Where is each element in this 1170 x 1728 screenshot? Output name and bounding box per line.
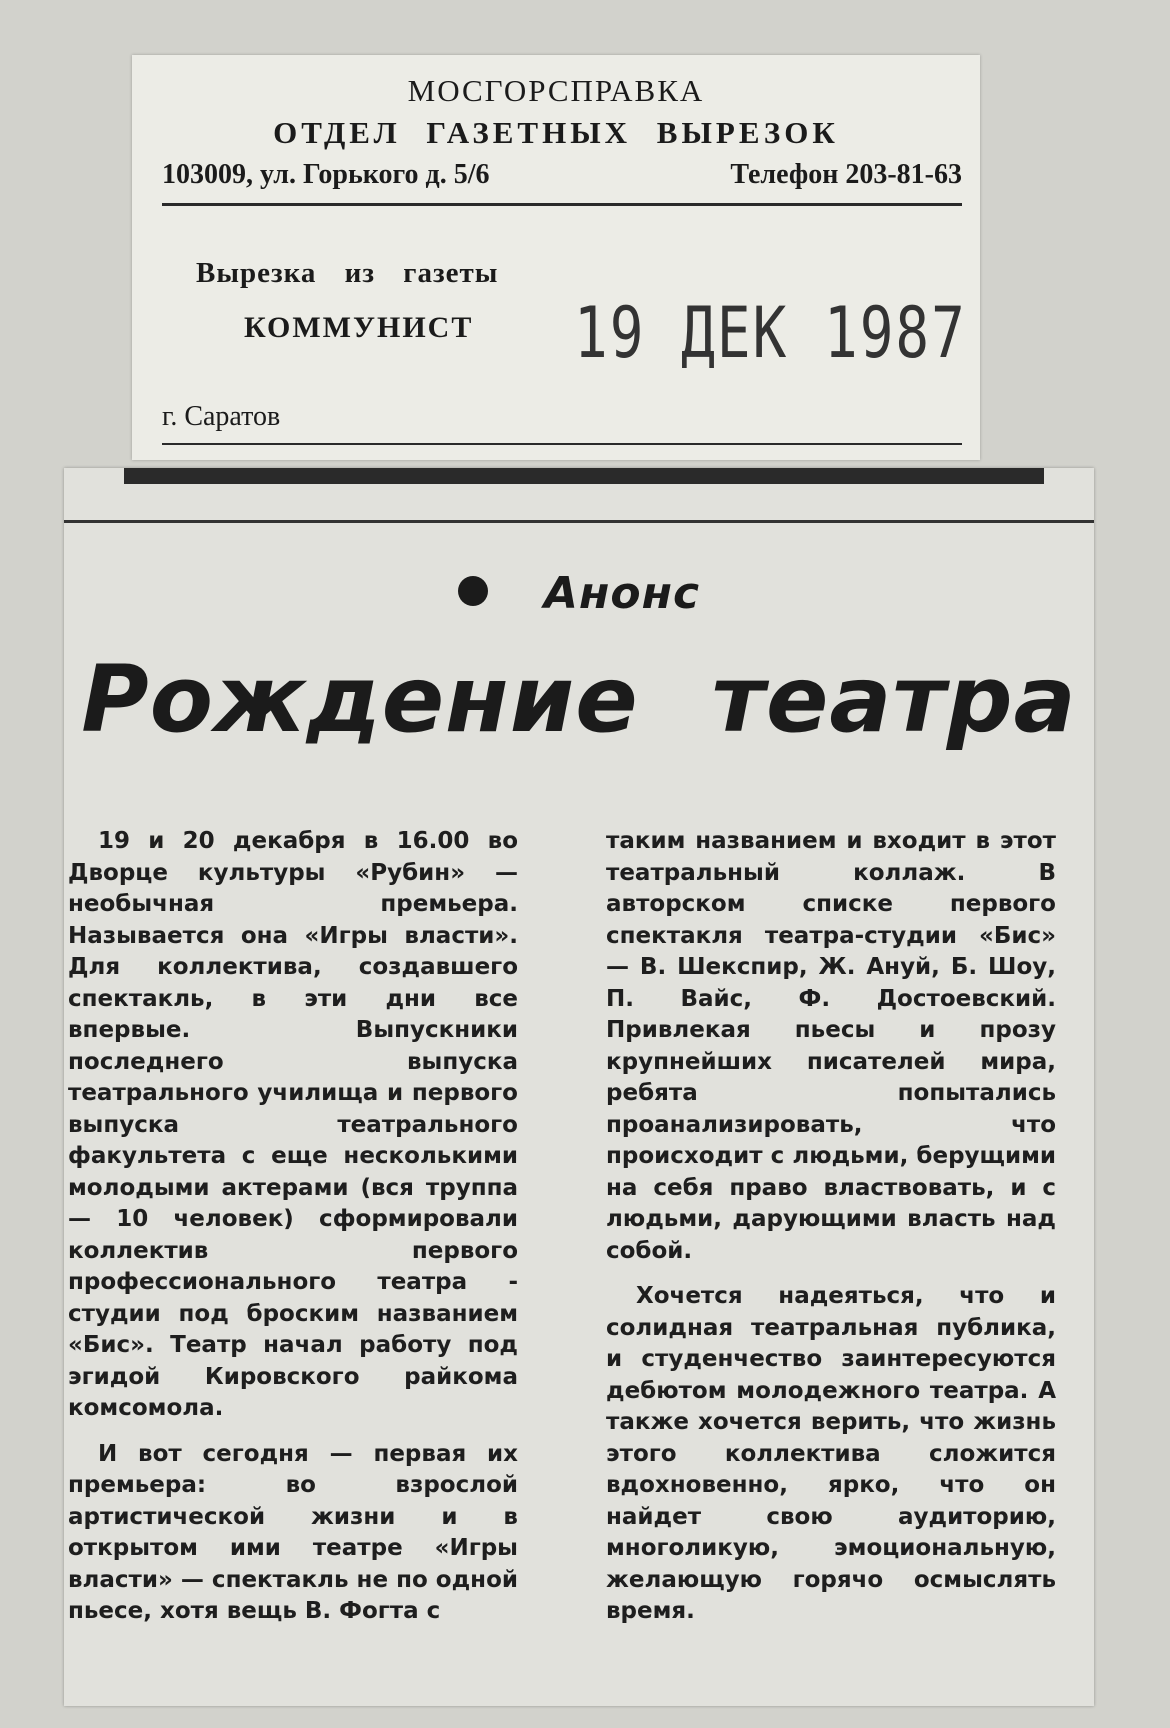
clipping-top-rule [64, 520, 1094, 523]
service-address: 103009, ул. Горького д. 5/6 [162, 159, 490, 190]
article-paragraph: 19 и 20 декабря в 16.00 во Дворце культуры «Рубин» — необычная премьера. Называется она «Игры власти». Для коллектива, создавшего спектакль, в эти дни все впервые. Выпускники последнего выпуска театрального училища и первого выпуска театрального факультета с еще несколькими молодыми актерами (вся труппа — 10 человек) сформировали коллектив первого профессионального театра - студии под броским названием «Бис». Театр начал работу под эгидой Кировского райкома комсомола. [68, 828, 518, 1421]
clipping-top-bar [124, 468, 1044, 484]
service-phone: Телефон 203-81-63 [730, 159, 962, 190]
department-name: ОТДЕЛ ГАЗЕТНЫХ ВЫРЕЗОК [273, 115, 839, 150]
city-label: г. Саратов [162, 401, 281, 432]
article-rubric [64, 568, 1094, 619]
newspaper-clipping [64, 468, 1094, 1706]
organization-name: МОСГОРСПРАВКА [407, 73, 705, 108]
newspaper-name: КОММУНИСТ [244, 311, 474, 344]
article-headline: Рождение театра [81, 646, 1077, 753]
article-column-right [606, 826, 1056, 1628]
article-column-left [68, 826, 518, 1628]
article-paragraph: таким названием и входит в этот театральный коллаж. В авторском списке первого спектакля театра-студии «Бис» — В. Шекспир, Ж. Ануй, Б. Шоу, П. Вайс, Ф. Достоевский. Привлекая пьесы и прозу крупнейших писателей мира, ребята попытались проанализировать, что происходит с людьми, берущими на себя право властвовать, и с людьми, дарующими власть над собой. [606, 828, 1056, 1264]
header-divider [162, 203, 962, 206]
city-divider [162, 443, 962, 445]
article-paragraph: И вот сегодня — первая их премьера: во взрослой артистической жизни и в открытом ими театре «Игры власти» — спектакль не по одной пьесе, хотя вещь В. Фогта с [68, 1440, 518, 1624]
date-stamp: 19 ДЕК 1987 [574, 293, 967, 375]
clipping-service-header-card [132, 55, 980, 460]
article-paragraph: Хочется надеяться, что и солидная театральная публика, и студенчество заинтересуются дебютом молодежного театра. А также хочется верить, что жизнь этого коллектива сложится вдохновенно, ярко, что он найдет свою аудиторию, многоликую, эмоциональную, желающую горячо осмыслять время. [606, 1283, 1056, 1624]
clip-label: Вырезка из газеты [196, 257, 499, 289]
rubric-label: Анонс [543, 568, 701, 619]
bullet-icon [458, 576, 488, 606]
